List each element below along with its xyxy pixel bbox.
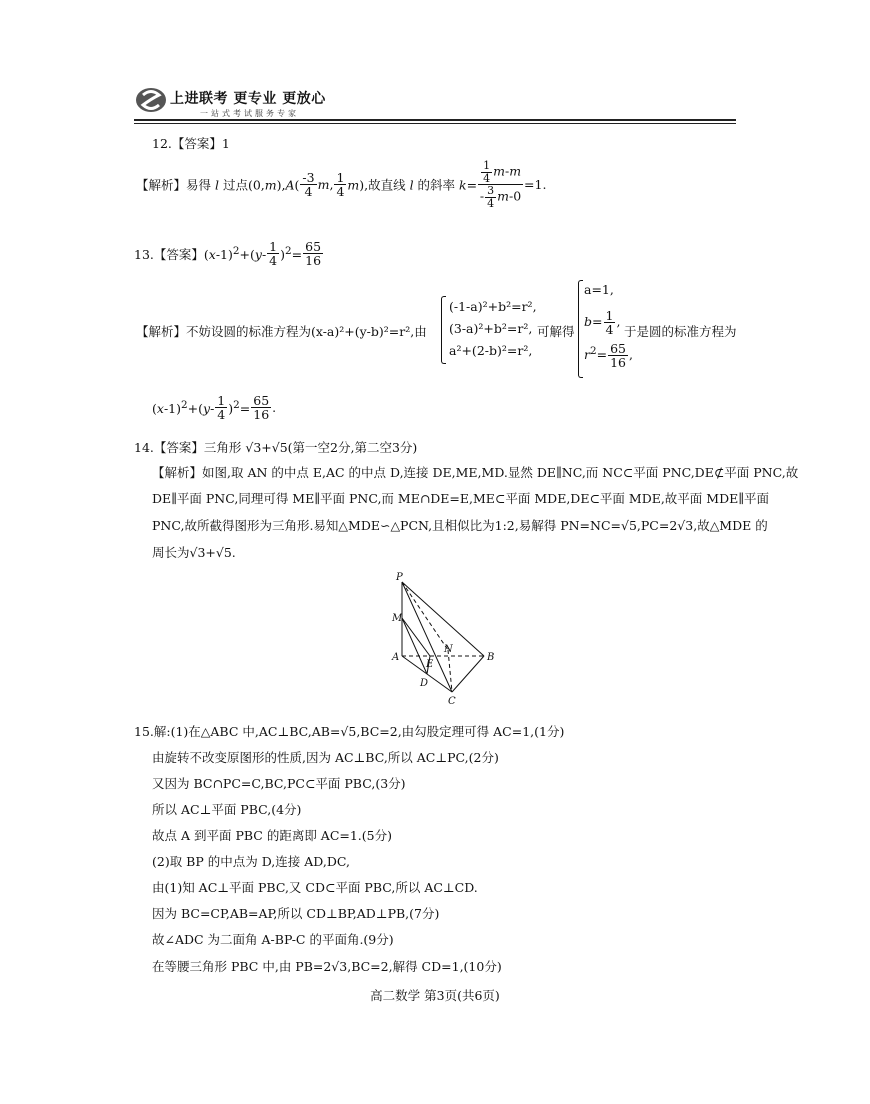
label-D: D (420, 678, 429, 689)
q13-system-2: a=1, b= $\frac{1}{4}$ , $r^2=$ $\frac{65}{16}$ , (584, 282, 633, 371)
q15-line-6: (2)取 BP 的中点为 D,连接 AD,DC, (152, 854, 350, 869)
brace-left (441, 296, 446, 364)
q15-line-5: 故点 A 到平面 PBC 的距离即 AC=1.(5分) (152, 828, 392, 843)
q14-analysis-line-4: 周长为√3+√5. (152, 545, 236, 560)
brace-right (578, 280, 583, 378)
page-footer: 高二数学 第3页(共6页) (370, 988, 500, 1003)
q14-analysis-line-2: DE∥平面 PNC,同理可得 ME∥平面 PNC,而 ME∩DE=E,ME⊂平面 MDE,DE⊂平面 MDE,故平面 MDE∥平面 (152, 491, 770, 506)
q15-line-4: 所以 AC⊥平面 PBC,(4分) (152, 802, 302, 817)
q14-analysis-line-1: 【解析】如图,取 AN 的中点 E,AC 的中点 D,连接 DE,ME,MD.显然 DE∥NC,而 NC⊂平面 PNC,DE⊄平面 PNC,故 (152, 465, 799, 480)
q15-line-3: 又因为 BC∩PC=C,BC,PC⊂平面 PBC,(3分) (152, 776, 406, 791)
label-E: E (426, 659, 434, 670)
q13-analysis-intro: 【解析】不妨设圆的标准方程为(x-a)²+(y-b)²=r²,由 (136, 324, 427, 339)
q14-answer: 14.【答案】三角形 √3+√5(第一空2分,第二空3分) (134, 440, 418, 455)
q15-line-1: 15.解:(1)在△ABC 中,AC⊥BC,AB=√5,BC=2,由勾股定理可得 AC=1,(1分) (134, 724, 565, 739)
q13-conclusion: 于是圆的标准方程为 (624, 324, 737, 339)
q12-answer: 12.【答案】1 (152, 136, 230, 151)
q13-system-1: (-1-a)²+b²=r², (3-a)²+b²=r², a²+(2-b)²=r², (449, 299, 537, 358)
q14-analysis-line-3: PNC,故所截得图形为三角形.易知△MDE∽△PCN,且相似比为1:2,易解得 PN=NC=√5,PC=2√3,故△MDE 的 (152, 518, 768, 533)
q15-line-10: 在等腰三角形 PBC 中,由 PB=2√3,BC=2,解得 CD=1,(10分) (152, 959, 502, 974)
q13-final-equation: $(x-1)^2+(y-$ $\frac{1}{4}$ )$^2$= $\frac{65}{16}$ . (152, 393, 277, 423)
label-B: B (487, 652, 495, 663)
label-P: P (396, 572, 403, 583)
logo-icon (134, 86, 168, 114)
q15-line-7: 由(1)知 AC⊥平面 PBC,又 CD⊂平面 PBC,所以 AC⊥CD. (152, 880, 478, 895)
label-M: M (392, 613, 403, 624)
logo-title: 上进联考 更专业 更放心 (170, 91, 326, 107)
q12-analysis: 【解析】易得 l 过点(0,m),A( $\frac{-3}{4}$ m, $\frac{1}{4}$ m),故直线 l 的斜率 k= $\frac{1}{4}$ m-m - $\frac{3}{4}$ m-0 =1. (136, 159, 547, 210)
label-N: N (444, 644, 453, 655)
q13-answer: 13.【答案】$(x-1)^2+(y-$ $\frac{1}{4}$ )$^2$= $\frac{65}{16}$ (134, 239, 322, 269)
q15-line-8: 因为 BC=CP,AB=AP,所以 CD⊥BP,AD⊥PB,(7分) (152, 906, 440, 921)
logo-subtitle: 一站式考试服务专家 (200, 109, 299, 118)
q14-figure (380, 570, 500, 710)
q15-line-2: 由旋转不改变原图形的性质,因为 AC⊥BC,所以 AC⊥PC,(2分) (152, 750, 499, 765)
label-A: A (392, 652, 400, 663)
header-rule (134, 119, 736, 121)
header-rule-thin (134, 123, 736, 124)
q15-line-9: 故∠ADC 为二面角 A-BP-C 的平面角.(9分) (152, 932, 394, 947)
q13-solve-text: 可解得 (537, 324, 575, 339)
label-C: C (448, 696, 456, 707)
